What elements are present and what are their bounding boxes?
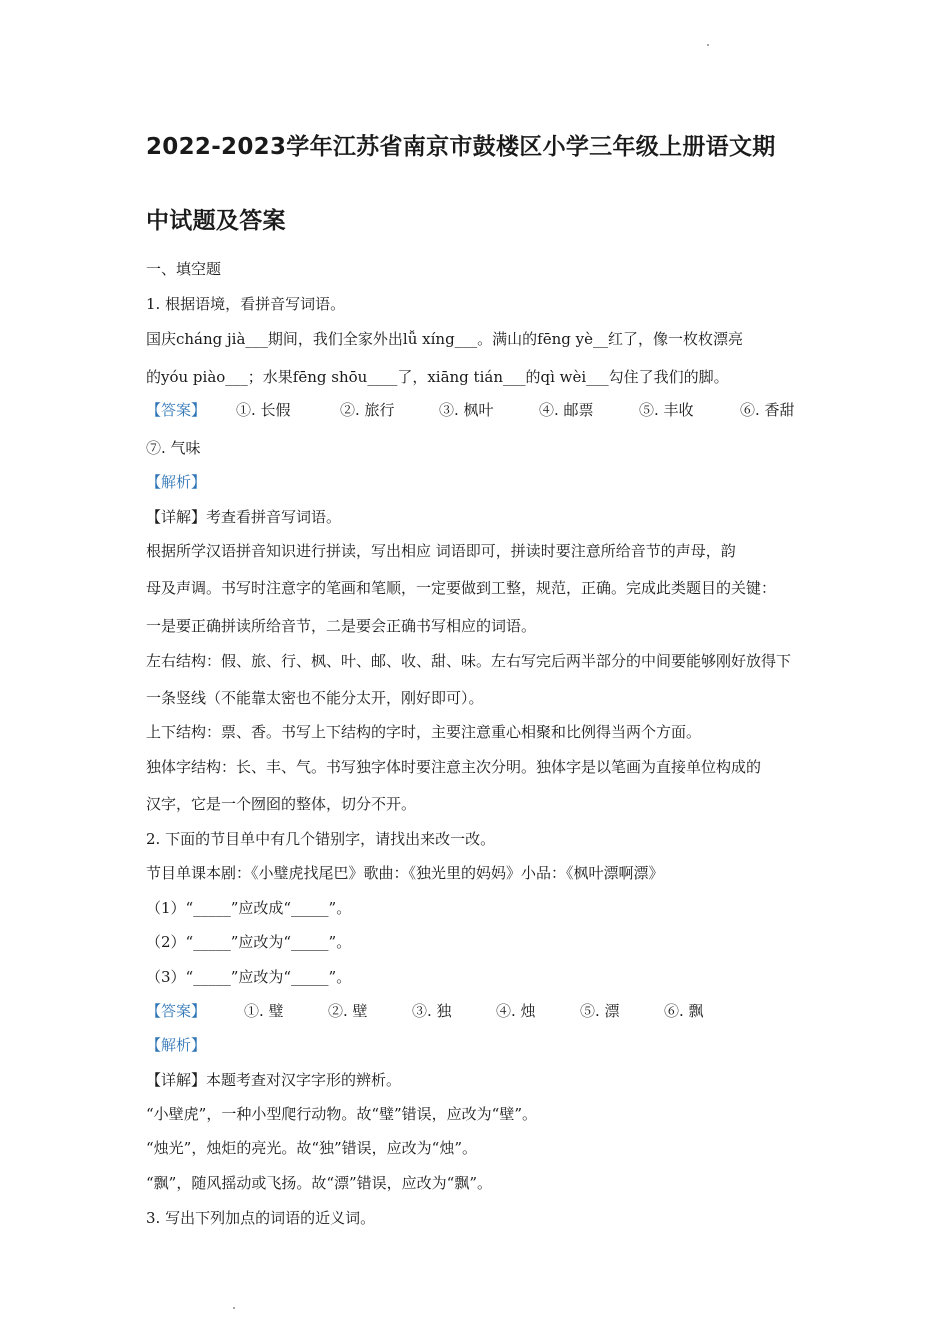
q1-paragraph-8: 汉字，它是一个囫囵的整体，切分不开。 bbox=[146, 795, 417, 813]
q1-paragraph-5: 一条竖线（不能靠太密也不能分太开，刚好即可）。 bbox=[146, 689, 484, 707]
document-title-line1: 2022-2023学年江苏省南京市鼓楼区小学三年级上册语文期 bbox=[146, 134, 776, 160]
q2-item-3: （3）“_____”应改为“_____”。 bbox=[146, 968, 352, 986]
q2-item-1: （1）“_____”应改成“_____”。 bbox=[146, 899, 352, 917]
q2-detail bbox=[146, 1069, 401, 1090]
q1-paragraph-7: 独体字结构：长、丰、气。书写独字体时要注意主次分明。独体字是以笔画为直接单位构成的 bbox=[146, 758, 762, 776]
q2-explanation-1: “小壁虎”，一种小型爬行动物。故“璧”错误，应改为“壁”。 bbox=[146, 1105, 538, 1123]
q1-detail bbox=[146, 506, 341, 527]
q2-explanation-2: “烛光”，烛炬的亮光。故“独”错误，应改为“烛”。 bbox=[146, 1139, 478, 1157]
q1-text-line2: 的yóu piào___；水果fēng shōu____了，xiāng tián___的qì wèi___勾住了我们的脚。 bbox=[146, 368, 729, 386]
q2-answer-1: ①. 璧 bbox=[244, 1002, 284, 1020]
q1-paragraph-4: 左右结构：假、旅、行、枫、叶、邮、收、甜、味。左右写完后两半部分的中间要能够刚好放得下 bbox=[146, 652, 792, 670]
q1-answer-last: ⑦. 气味 bbox=[146, 439, 201, 457]
q2-question: 2. 下面的节目单中有几个错别字，请找出来改一改。 bbox=[146, 830, 496, 848]
page-mark-top bbox=[707, 44, 709, 46]
q1-analysis-tag: 【解析】 bbox=[146, 473, 207, 491]
q2-program: 节目单课本剧：《小璧虎找尾巴》歌曲：《独光里的妈妈》小品：《枫叶漂啊漂》 bbox=[146, 864, 664, 882]
document-title-line2: 中试题及答案 bbox=[146, 208, 286, 234]
q2-answer-5: ⑤. 漂 bbox=[580, 1002, 620, 1020]
q2-explanation-3: “飘”，随风摇动或飞扬。故“漂”错误，应改为“飘”。 bbox=[146, 1174, 493, 1192]
page-mark-bottom bbox=[233, 1307, 235, 1309]
q1-paragraph-6: 上下结构：票、香。书写上下结构的字时，主要注意重心相聚和比例得当两个方面。 bbox=[146, 723, 702, 741]
q1-answer-3: ③. 枫叶 bbox=[439, 401, 494, 419]
q2-answer-2: ②. 壁 bbox=[328, 1002, 368, 1020]
section-heading: 一、填空题 bbox=[146, 260, 222, 278]
q3-question: 3. 写出下列加点的词语的近义词。 bbox=[146, 1209, 376, 1227]
q1-paragraph-2: 母及声调。书写时注意字的笔画和笔顺，一定要做到工整，规范，正确。完成此类题目的关键： bbox=[146, 579, 777, 597]
q1-answer-2: ②. 旅行 bbox=[340, 401, 395, 419]
q2-item-2: （2）“_____”应改为“_____”。 bbox=[146, 933, 352, 951]
q2-analysis-tag: 【解析】 bbox=[146, 1036, 207, 1054]
q2-detail-text: 本题考查对汉字字形的辨析。 bbox=[206, 1071, 402, 1089]
q2-answer-4: ④. 烛 bbox=[496, 1002, 536, 1020]
q1-question: 1. 根据语境，看拼音写词语。 bbox=[146, 295, 346, 313]
q2-answer-6: ⑥. 飘 bbox=[664, 1002, 704, 1020]
q1-answer-tag: 【答案】 bbox=[146, 401, 207, 419]
q1-answer-6: ⑥. 香甜 bbox=[740, 401, 795, 419]
q1-answer-1: ①. 长假 bbox=[236, 401, 291, 419]
q2-answer-row bbox=[146, 1000, 704, 1021]
q1-answer-4: ④. 邮票 bbox=[539, 401, 594, 419]
q1-paragraph-1: 根据所学汉语拼音知识进行拼读，写出相应 词语即可，拼读时要注意所给音节的声母，韵 bbox=[146, 542, 736, 560]
q2-answer-3: ③. 独 bbox=[412, 1002, 452, 1020]
q2-detail-tag: 【详解】 bbox=[146, 1071, 207, 1089]
q1-answer-row bbox=[146, 399, 795, 420]
q1-text-line1: 国庆cháng jià___期间，我们全家外出lǚ xíng___。满山的fēng yè__红了，像一枚枚漂亮 bbox=[146, 330, 743, 348]
q1-detail-tag: 【详解】 bbox=[146, 508, 207, 526]
q1-detail-text: 考查看拼音写词语。 bbox=[206, 508, 342, 526]
q2-answer-tag: 【答案】 bbox=[146, 1002, 207, 1020]
q1-paragraph-3: 一是要正确拼读所给音节，二是要会正确书写相应的词语。 bbox=[146, 617, 537, 635]
q1-answer-5: ⑤. 丰收 bbox=[639, 401, 694, 419]
